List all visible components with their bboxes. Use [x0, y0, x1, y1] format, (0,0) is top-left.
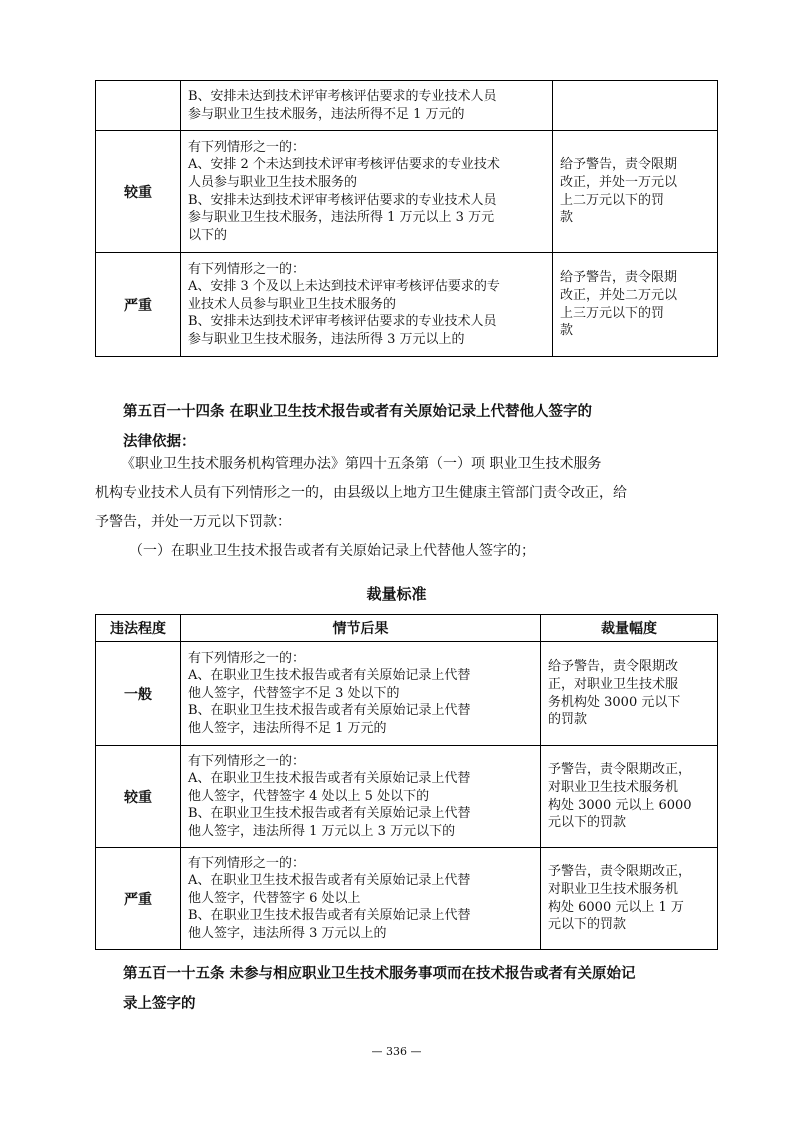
amount-cell: 给予警告，责令限期改 正，对职业卫生技术服 务机构处 3000 元以下 的罚款: [541, 642, 718, 746]
article-514-title: 第五百一十四条 在职业卫生技术报告或者有关原始记录上代替他人签字的: [123, 404, 593, 420]
degree-cell: 严重: [96, 848, 181, 950]
amount-cell: 予警告，责令限期改正， 对职业卫生技术服务机 构处 3000 元以上 6000 元以下的罚款: [541, 746, 718, 848]
amount-cell: 予警告，责令限期改正， 对职业卫生技术服务机 构处 6000 元以上 1 万 元以下的罚款: [541, 848, 718, 950]
article-515-title-line-2: 录上签字的: [123, 996, 196, 1012]
degree-cell: 一般: [96, 642, 181, 746]
table-row: [96, 848, 718, 950]
legal-basis-label: 法律依据：: [123, 434, 196, 450]
plot-cell: 有下列情形之一的： A、安排 2 个未达到技术评审考核评估要求的专业技术 人员参与职业卫生技术服务的 B、安排未达到技术评审考核评估要求的专业技术人员 参与职业卫生技术服务，违法所得 1 万元以上 3 万元 以下的: [181, 131, 553, 253]
degree-cell: 较重: [96, 746, 181, 848]
plot-cell: 有下列情形之一的： A、在职业卫生技术报告或者有关原始记录上代替 他人签字，代替签字 4 处以上 5 处以下的 B、在职业卫生技术报告或者有关原始记录上代替 他人签字，违法所得 1 万元以上 3 万元以下的: [181, 746, 541, 848]
table-header-row: [96, 615, 718, 642]
plot-cell: 有下列情形之一的： A、在职业卫生技术报告或者有关原始记录上代替 他人签字，代替签字不足 3 处以下的 B、在职业卫生技术报告或者有关原始记录上代替 他人签字，违法所得不足 1 万元的: [181, 642, 541, 746]
header-degree: 违法程度: [96, 615, 181, 642]
plot-cell: 有下列情形之一的： A、在职业卫生技术报告或者有关原始记录上代替 他人签字，代替签字 6 处以上 B、在职业卫生技术报告或者有关原始记录上代替 他人签字，违法所得 3 万元以上的: [181, 848, 541, 950]
header-amount: 裁量幅度: [541, 615, 718, 642]
discretion-standard-table: [95, 614, 718, 950]
page-number: — 336 —: [371, 1045, 422, 1058]
amount-cell: 给予警告，责令限期 改正，并处二万元以 上三万元以下的罚 款: [553, 253, 718, 357]
plot-cell: B、安排未达到技术评审考核评估要求的专业技术人员 参与职业卫生技术服务，违法所得不足 1 万元的: [181, 81, 553, 131]
degree-cell: 严重: [96, 253, 181, 357]
legal-basis-paragraph: 《职业卫生技术服务机构管理办法》第四十五条第（一）项 职业卫生技术服务 机构专业技术人员有下列情形之一的，由县级以上地方卫生健康主管部门责令改正，给 予警告，并处一万元以下罚款： （一）在职业卫生技术报告或者有关原始记录上代替他人签字的；: [95, 450, 715, 566]
amount-cell: [553, 81, 718, 131]
header-plot: 情节后果: [181, 615, 541, 642]
degree-cell: [96, 81, 181, 131]
penalty-table-continued: [95, 80, 718, 357]
legal-basis-item: （一）在职业卫生技术报告或者有关原始记录上代替他人签字的；: [129, 543, 535, 559]
table-row: [96, 81, 718, 131]
plot-cell: 有下列情形之一的： A、安排 3 个及以上未达到技术评审考核评估要求的专 业技术人员参与职业卫生技术服务的 B、安排未达到技术评审考核评估要求的专业技术人员 参与职业卫生技术服务，违法所得 3 万元以上的: [181, 253, 553, 357]
table-row: [96, 642, 718, 746]
degree-cell: 较重: [96, 131, 181, 253]
table-caption: 裁量标准: [366, 585, 427, 603]
table-row: [96, 131, 718, 253]
table-row: [96, 253, 718, 357]
amount-cell: 给予警告，责令限期 改正，并处一万元以 上二万元以下的罚 款: [553, 131, 718, 253]
table-row: [96, 746, 718, 848]
article-515-title-line-1: 第五百一十五条 未参与相应职业卫生技术服务事项而在技术报告或者有关原始记: [123, 966, 636, 982]
